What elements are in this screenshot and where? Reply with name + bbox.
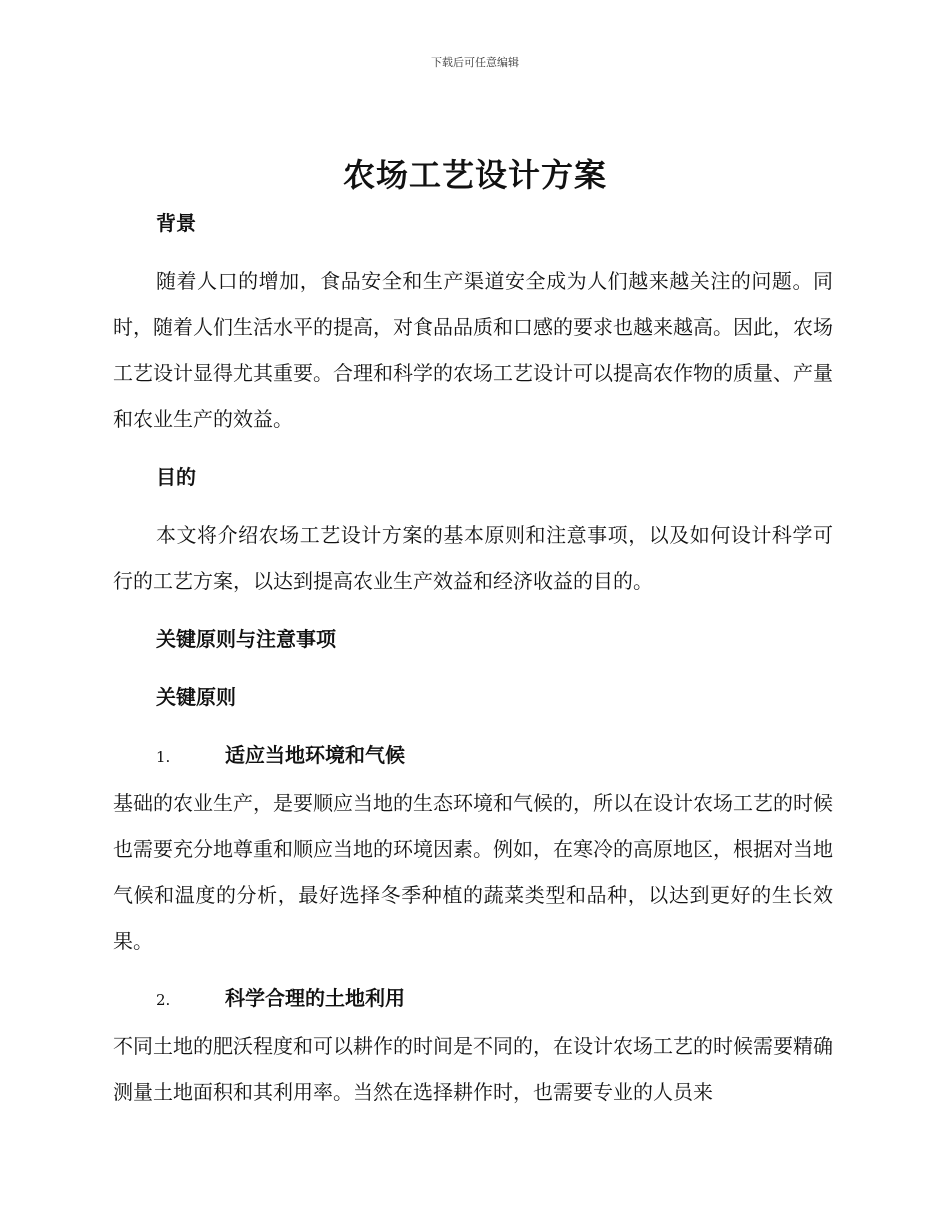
item-number: 2. xyxy=(156,991,171,1009)
item-label: 适应当地环境和气候 xyxy=(225,743,405,767)
subheading-key-principles: 关键原则 xyxy=(156,685,236,709)
page-title: 农场工艺设计方案 xyxy=(342,156,607,194)
paragraph-purpose: 本文将介绍农场工艺设计方案的基本原则和注意事项，以及如何设计科学可行的工艺方案，以达到提高农业生产效益和经济收益的目的。 xyxy=(113,523,833,593)
page-header-note: 下载后可任意编辑 xyxy=(431,56,519,69)
paragraph-item-2: 不同土地的肥沃程度和可以耕作的时间是不同的，在设计农场工艺的时候需要精确测量土地面积和其利用率。当然在选择耕作时，也需要专业的人员来 xyxy=(113,1034,833,1104)
section-heading-background: 背景 xyxy=(156,211,196,235)
document-body xyxy=(113,200,833,1115)
paragraph-background: 随着人口的增加，食品安全和生产渠道安全成为人们越来越关注的问题。同时，随着人们生活水平的提高，对食品品质和口感的要求也越来越高。因此，农场工艺设计显得尤其重要。合理和科学的农场工艺设计可以提高农作物的质量、产量和农业生产的效益。 xyxy=(113,269,833,431)
numbered-item-heading xyxy=(113,975,833,1023)
item-number: 1. xyxy=(156,748,171,766)
section-heading-purpose: 目的 xyxy=(156,465,196,489)
section-heading-key-principles-notes: 关键原则与注意事项 xyxy=(156,627,336,651)
numbered-item-heading xyxy=(113,732,833,780)
paragraph-item-1: 基础的农业生产，是要顺应当地的生态环境和气候的，所以在设计农场工艺的时候也需要充分地尊重和顺应当地的环境因素。例如，在寒冷的高原地区，根据对当地气候和温度的分析，最好选择冬季种植的蔬菜类型和品种，以达到更好的生长效果。 xyxy=(113,791,833,953)
item-label: 科学合理的土地利用 xyxy=(225,986,405,1010)
